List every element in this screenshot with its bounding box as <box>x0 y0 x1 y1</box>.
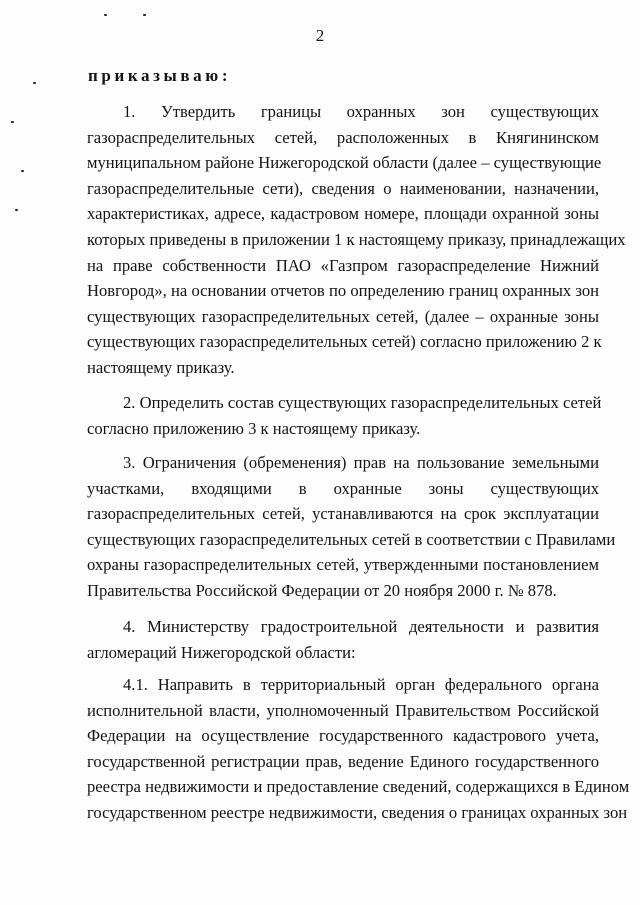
text-line: существующих газораспределительных сетей) согласно приложению 2 к <box>87 332 602 352</box>
text-line: существующих газораспределительных сетей, (далее – охранные зоны <box>87 306 599 326</box>
text-line: 2. Определить состав существующих газораспределительных сетей <box>123 393 602 412</box>
text-line: государственном реестре недвижимости, сведения о границах охранных зон <box>87 802 628 822</box>
text-line: существующих газораспределительных сетей в соответствии с Правилами <box>87 529 616 549</box>
scan-speck <box>11 121 14 123</box>
text-line: газораспределительные сети), сведения о наименовании, назначении, <box>87 178 599 198</box>
text-line: муниципальном районе Нижегородской области (далее – существующие <box>87 153 602 173</box>
text-line: Федерации на осуществление государственного кадастрового учета, <box>87 726 599 746</box>
text-line: газораспределительных сетей, расположенных в Княгининском <box>87 127 599 147</box>
text-line: охраны газораспределительных сетей, утвержденными постановлением <box>87 555 599 575</box>
text-line: 4. Министерству градостроительной деятельности и развития <box>123 617 599 636</box>
paragraph-2 <box>87 390 602 441</box>
text-line: участками, входящими в охранные зоны существующих <box>87 478 599 498</box>
text-line: реестра недвижимости и предоставление сведений, содержащихся в Едином <box>87 777 630 797</box>
paragraph-4-1 <box>87 672 630 826</box>
scan-speck <box>21 170 24 172</box>
text-line: государственной регистрации прав, ведение Единого государственного <box>87 751 599 771</box>
text-line: которых приведены в приложении 1 к настоящему приказу, принадлежащих <box>87 229 626 249</box>
page-number: 2 <box>315 26 325 45</box>
scan-speck <box>15 209 18 211</box>
text-line: Новгород», на основании отчетов по определению границ охранных зон <box>87 281 599 301</box>
text-line: на праве собственности ПАО «Газпром газораспределение Нижний <box>87 255 599 275</box>
text-line: исполнительной власти, уполномоченный Правительством Российской <box>87 700 599 720</box>
text-line: настоящему приказу. <box>87 357 235 377</box>
paragraph-3 <box>87 450 616 604</box>
scan-speck <box>143 14 146 16</box>
text-line: согласно приложению 3 к настоящему приказу. <box>87 418 421 438</box>
scan-speck <box>104 14 107 16</box>
text-line: 4.1. Направить в территориальный орган федерального органа <box>123 675 599 694</box>
text-line: характеристиках, адресе, кадастровом номере, площади охранной зоны <box>87 204 599 224</box>
paragraph-4 <box>87 614 599 665</box>
text-line: агломераций Нижегородской области: <box>87 642 356 662</box>
text-line: газораспределительных сетей, устанавливаются на срок эксплуатации <box>87 504 599 524</box>
text-line: 3. Ограничения (обременения) прав на пользование земельными <box>123 453 599 472</box>
text-line: Правительства Российской Федерации от 20 ноября 2000 г. № 878. <box>87 580 557 600</box>
text-line: 1. Утвердить границы охранных зон существующих <box>123 102 599 121</box>
order-heading: приказываю: <box>88 66 232 85</box>
paragraph-1 <box>87 99 626 381</box>
scan-speck <box>33 82 36 84</box>
